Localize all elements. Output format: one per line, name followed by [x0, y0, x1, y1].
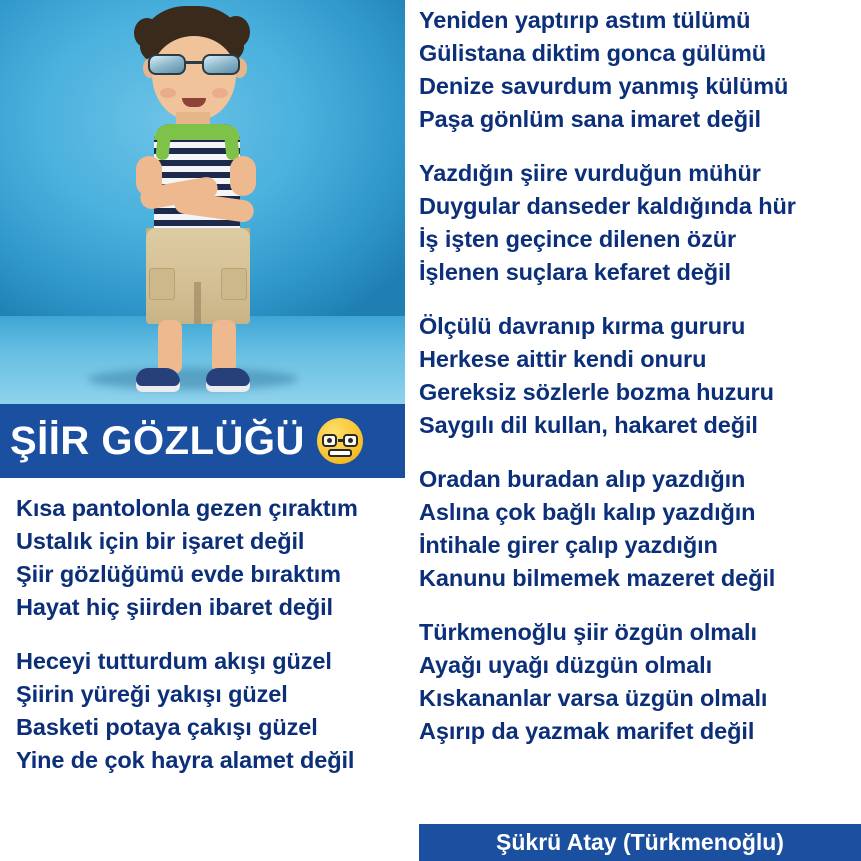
poem-stanza	[419, 310, 861, 442]
photo-panel	[0, 0, 405, 404]
shoe-right	[206, 368, 250, 392]
poem-line: Oradan buradan alıp yazdığın	[419, 466, 746, 492]
boy-figure	[96, 6, 296, 398]
emoji-eye-left	[327, 438, 332, 443]
poem-line: Ölçülü davranıp kırma gururu	[419, 313, 746, 339]
poem-line: Kanunu bilmemek mazeret değil	[419, 565, 776, 591]
face	[152, 36, 236, 120]
poem-right-column	[419, 4, 861, 748]
mouth	[182, 98, 206, 107]
cargo-shorts	[146, 228, 250, 324]
poem-line: Denize savurdum yanmış külümü	[419, 73, 789, 99]
poem-line: Duygular danseder kaldığında hür	[419, 193, 796, 219]
poem-line: Paşa gönlüm sana imaret değil	[419, 106, 761, 132]
poem-line: Şiirin yüreği yakışı güzel	[16, 681, 288, 707]
poem-line: İşlenen suçlara kefaret değil	[419, 259, 731, 285]
left-column	[0, 0, 405, 861]
poem-stanza	[16, 645, 406, 777]
poem-line: Ayağı uyağı düzgün olmalı	[419, 652, 713, 678]
poem-line: Ustalık için bir işaret değil	[16, 528, 305, 554]
poem-stanza	[16, 492, 406, 624]
shoulder-right	[230, 156, 256, 196]
cheek-right	[212, 88, 228, 98]
poem-line: Herkese aittir kendi onuru	[419, 346, 707, 372]
cargo-pocket-right	[221, 268, 247, 300]
poem-line: Hayat hiç şiirden ibaret değil	[16, 594, 333, 620]
sunglass-bridge	[186, 61, 202, 64]
sunglass-lens-right	[202, 54, 240, 75]
poem-line: Gülistana diktim gonca gülümü	[419, 40, 767, 66]
poem-line: Türkmenoğlu şiir özgün olmalı	[419, 619, 757, 645]
poem-line: Şiir gözlüğümü evde bıraktım	[16, 561, 341, 587]
cheek-left	[160, 88, 176, 98]
poem-stanza	[419, 616, 861, 748]
poem-line: Yeniden yaptırıp astım tülümü	[419, 7, 751, 33]
poem-left-column	[16, 492, 406, 777]
nerd-face-emoji	[317, 418, 363, 464]
poem-line: Aslına çok bağlı kalıp yazdığın	[419, 499, 756, 525]
poem-line: Saygılı dil kullan, hakaret değil	[419, 412, 758, 438]
sunglass-lens-left	[148, 54, 186, 75]
poem-stanza	[419, 157, 861, 289]
leg-right	[212, 320, 236, 374]
poem-line: Kısa pantolonla gezen çıraktım	[16, 495, 358, 521]
poem-line: İntihale girer çalıp yazdığın	[419, 532, 718, 558]
cargo-pocket-left	[149, 268, 175, 300]
emoji-eye-right	[348, 438, 353, 443]
poem-stanza	[419, 4, 861, 136]
emoji-glasses-bridge	[338, 439, 343, 442]
sunglasses-icon	[148, 54, 240, 76]
poem-line: Yine de çok hayra alamet değil	[16, 747, 355, 773]
poem-line: Kıskananlar varsa üzgün olmalı	[419, 685, 768, 711]
emoji-teeth-mouth	[328, 449, 352, 457]
leg-left	[158, 320, 182, 374]
poem-line: Yazdığın şiire vurduğun mühür	[419, 160, 761, 186]
poem-line: Basketi potaya çakışı güzel	[16, 714, 318, 740]
page-title: ŞİİR GÖZLÜĞÜ	[10, 419, 305, 463]
shoe-left	[136, 368, 180, 392]
poem-line: İş işten geçince dilenen özür	[419, 226, 737, 252]
poem-line: Heceyi tutturdum akışı güzel	[16, 648, 332, 674]
poem-line: Aşırıp da yazmak marifet değil	[419, 718, 755, 744]
poem-line: Gereksiz sözlerle bozma huzuru	[419, 379, 774, 405]
author-signature: Şükrü Atay (Türkmenoğlu)	[419, 824, 861, 861]
title-banner	[0, 404, 405, 478]
poem-stanza	[419, 463, 861, 595]
